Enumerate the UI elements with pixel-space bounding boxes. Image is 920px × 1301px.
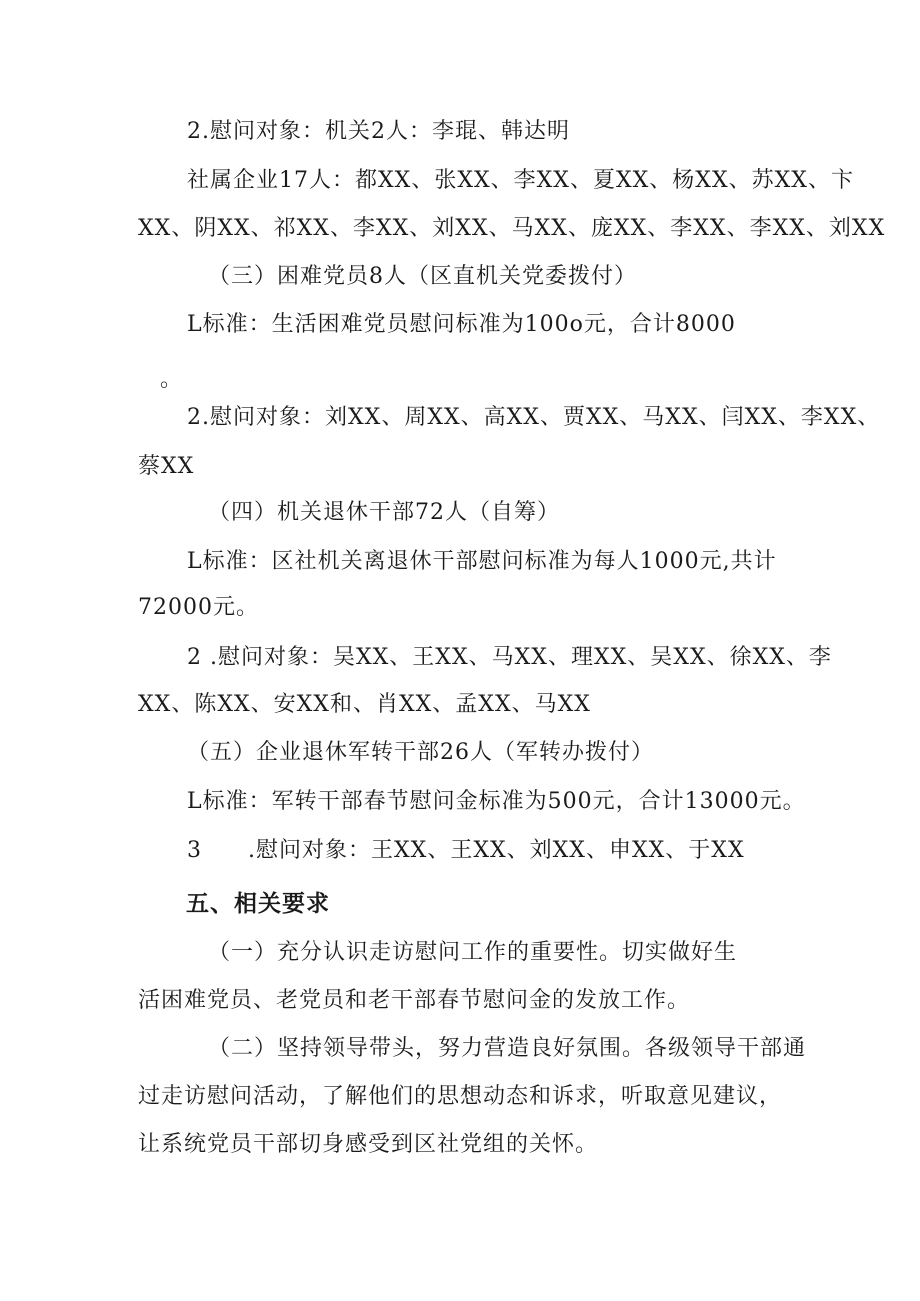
- text-line: 2.慰问对象：机关2人：李琨、韩达明: [187, 119, 570, 144]
- text-line: XX、陈XX、安XX和、肖XX、孟XX、马XX: [138, 692, 591, 717]
- section-heading: （五）企业退休军转干部26人（军转办拨付）: [187, 740, 654, 765]
- text-line: L标准：生活困难党员慰问标准为100o元，合计8000: [187, 312, 736, 337]
- text-line: 社属企业17人：都XX、张XX、李XX、夏XX、杨XX、苏XX、卞: [187, 168, 854, 193]
- chapter-heading: 五、相关要求: [186, 891, 330, 917]
- text-line: L标准：军转干部春节慰问金标准为500元，合计13000元。: [187, 789, 806, 814]
- text-line: （二）坚持领导带头，努力营造良好氛围。各级领导干部通: [208, 1036, 807, 1061]
- text-line: 过走访慰问活动，了解他们的思想动态和诉求，听取意见建议，: [138, 1084, 783, 1109]
- text-line: 72000元。: [138, 595, 259, 620]
- text-line: 让系统党员干部切身感受到区社党组的关怀。: [138, 1132, 599, 1157]
- text-line: XX、阴XX、祁XX、李XX、刘XX、马XX、庞XX、李XX、李XX、刘XX: [138, 216, 886, 241]
- text-line: 。: [160, 367, 184, 392]
- section-heading: （三）困难党员8人（区直机关党委拨付）: [208, 264, 637, 289]
- text-line: 2.慰问对象：刘XX、周XX、高XX、贾XX、马XX、闫XX、李XX、: [187, 405, 881, 430]
- section-heading: （四）机关退休干部72人（自筹）: [208, 500, 560, 525]
- text-line: 蔡XX: [138, 454, 195, 479]
- text-line: 3 .慰问对象：王XX、王XX、刘XX、申XX、于XX: [187, 838, 745, 863]
- text-line: （一）充分认识走访慰问工作的重要性。切实做好生: [208, 940, 738, 965]
- text-line: L标准：区社机关离退休干部慰问标准为每人1000元,共计: [187, 549, 777, 574]
- text-line: 2 .慰问对象：吴XX、王XX、马XX、理XX、吴XX、徐XX、李: [187, 645, 832, 670]
- text-line: 活困难党员、老党员和老干部春节慰问金的发放工作。: [138, 988, 691, 1013]
